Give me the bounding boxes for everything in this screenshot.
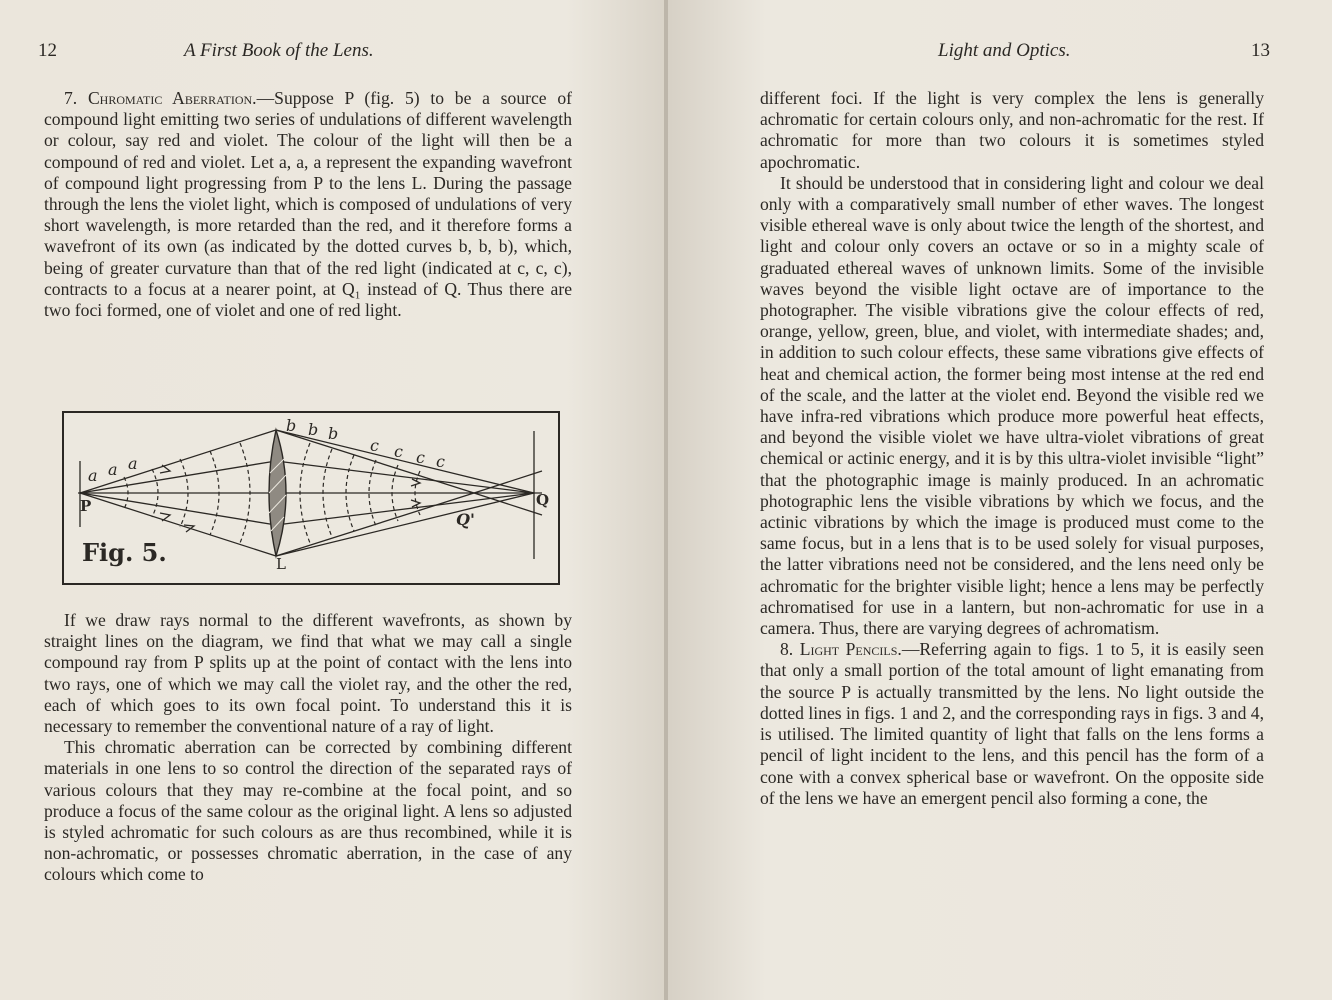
running-head: Light and Optics. [938,40,1071,61]
paragraph [44,88,572,321]
label-c: c [394,442,403,461]
label-a: a [108,460,118,479]
right-page [666,0,1332,1000]
paragraph-text: —Referring again to figs. 1 to 5, it is easily seen that only a small portion of the total amount of light emanating from the source P is actually transmitted by the lens. No light outside the dotted lines in figs. 1 and 2, and the corresponding rays in figs. 3 and 4, is utilised. The limited quantity of light that falls on the lens forms a pencil of light incident to the lens, and this pencil has the form of a cone with a convex spherical base or wavefront. On the opposite side of the lens we have an emergent pencil also forming a cone, the [760,639,1264,808]
label-q1: Q' [456,510,475,529]
label-c: c [416,448,425,467]
red-ray [276,461,534,493]
paragraph: This chromatic aberration can be corrected by combining different materials in one lens to so control the direction of the separated rays of various colours that they may re-combine at the focal point, and so produce a focus of the same colour as the original light. A lens so adjusted is styled achromatic for such colours as are thus recombined, while it is non-achromatic, or possesses chromatic aberration, in the case of any colours which come to [44,737,572,885]
paragraph-text: —Suppose P (fig. 5) to be a source of compound light emitting two series of undulations of different wavelength or colour, say red and violet. The colour of the light will then be a compound of red and violet. Let a, a, a represent the expanding wavefront of compound light progressing from P to the lens L. During the passage through the lens the violet light, which is composed of undulations of very short wavelength, is more retarded than the red, and it therefore forms a wavefront of its own (as indicated by the dotted curves b, b, b), which, being of greater curvature than that of the red light (indicated at c, c, c), contracts to a focus at a nearer point, at Q₁ instead of Q. Thus there are two foci formed, one of violet and one of red light. [44,88,572,321]
paragraph: different foci. If the light is very complex the lens is generally achromatic for certain colours only, and non-achromatic for the rest. If achromatic for more than two colours it is sometimes styled apochromatic. [760,88,1264,172]
label-p: P [80,497,92,515]
running-head: A First Book of the Lens. [184,40,374,61]
book-gutter [664,0,668,1000]
figure-caption: Fig. 5. [82,538,167,567]
page-number: 12 [38,40,57,61]
lens-diagram [64,413,558,583]
label-b: b [286,416,297,435]
figure-5 [62,411,560,585]
section-heading: 8. Light Pencils. [780,639,902,660]
section-heading: 7. Chromatic Aberration. [64,88,257,108]
page-number: 13 [1251,40,1270,61]
lens-shape [269,430,286,556]
label-c: c [436,452,445,471]
body-text [760,88,1264,809]
body-text-bottom [44,610,572,886]
label-a: a [128,454,138,473]
red-ray [276,430,534,493]
paragraph: It should be understood that in considering light and colour we deal only with a comparatively small number of ether waves. The longest visible ethereal wave is only about twice the length of the shortest, and light and colour only covers an octave or so in a mighty scale of graduated ethereal waves of unknown limits. Some of the invisible waves beyond the visible light octave are of importance to the photographer. The visible vibrations give the colour effects of red, orange, yellow, green, blue, and violet, with intermediate shades; and, in addition to such colour effects, these same vibrations give effects of heat and chemical action, the former being most intense at the red end of the scale, and the latter at the violet end. Beyond the visible red we have infra-red vibrations which produce more powerful heat effects, and beyond the visible violet we have ultra-violet vibrations of great chemical or actinic energy, and it is by this ultra-violet invisible “light” that the photographic image is mainly produced. In an achromatic photographic lens the visible vibrations by which we focus, and the actinic vibrations by which the image is produced must come to the same focus, but in a lens that is to be used solely for visual purposes, the latter vibrations need not be considered, and the lens need only be achromatic for the brighter visible light; hence a lens may be perfectly achromatised for use in a lantern, but non-achromatic for use in a camera. Thus, there are varying degrees of achromatism. [760,172,1264,639]
red-ray [276,493,534,556]
label-c: c [370,436,379,455]
label-b: b [328,424,339,443]
label-q: Q [536,491,550,509]
label-b: b [308,420,319,439]
paragraph: If we draw rays normal to the different wavefronts, as shown by straight lines on the diagram, we find that what we may call a single compound ray from P splits up at the point of contact with the lens into two rays, one of which we may call the violet ray, and the other the red, each of which goes to its own focal point. To understand this it is necessary to remember the conventional nature of a ray of light. [44,610,572,737]
body-text-top [44,88,572,321]
paragraph [760,639,1264,809]
label-l: L [276,555,286,573]
red-ray [276,493,534,525]
label-a: a [88,466,98,485]
